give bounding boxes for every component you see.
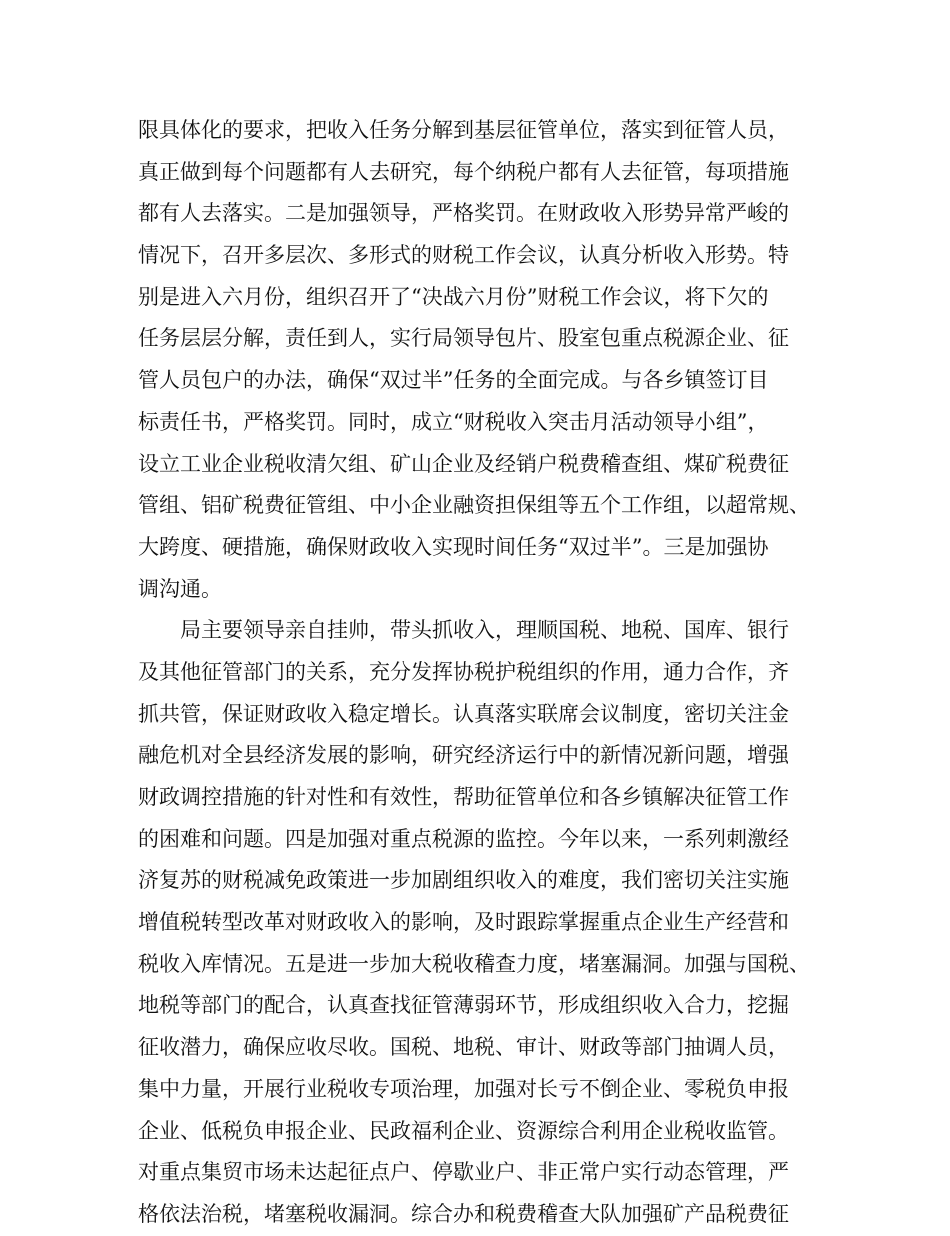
text-line: 对重点集贸市场未达起征点户、停歇业户、非正常户实行动态管理，严: [138, 1160, 789, 1185]
text-line: 任务层层分解，责任到人，实行局领导包片、股室包重点税源企业、征: [138, 326, 789, 351]
text-line: 增值税转型改革对财政收入的影响，及时跟踪掌握重点企业生产经营和: [138, 910, 789, 935]
text-line: 的困难和问题。四是加强对重点税源的监控。今年以来，一系列刺激经: [138, 826, 789, 851]
text-line: 管组、铝矿税费征管组、中小企业融资担保组等五个工作组，以超常规、: [138, 493, 810, 518]
text-line: 都有人去落实。二是加强领导，严格奖罚。在财政收入形势异常严峻的: [138, 201, 789, 226]
text-line: 抓共管，保证财政收入稳定增长。认真落实联席会议制度，密切关注金: [138, 701, 789, 726]
text-line: 济复苏的财税减免政策进一步加剧组织收入的难度，我们密切关注实施: [138, 868, 789, 893]
text-line: 限具体化的要求，把收入任务分解到基层征管单位，落实到征管人员，: [138, 118, 789, 142]
text-line: 大跨度、硬措施，确保财政收入实现时间任务“双过半”。三是加强协: [138, 534, 769, 559]
text-line: 管人员包户的办法，确保“双过半”任务的全面完成。与各乡镇签订目: [138, 368, 769, 393]
text-line: 设立工业企业税收清欠组、矿山企业及经销户税费稽查组、煤矿税费征: [138, 451, 789, 476]
text-line: 地税等部门的配合，认真查找征管薄弱环节，形成组织收入合力，挖掘: [138, 993, 789, 1018]
text-line: 格依法治税，堵塞税收漏洞。综合办和税费稽查大队加强矿产品税费征: [138, 1201, 789, 1226]
text-line: 真正做到每个问题都有人去研究，每个纳税户都有人去征管，每项措施: [138, 159, 789, 184]
body-text: [138, 110, 828, 1236]
text-line: 税收入库情况。五是进一步加大税收稽查力度，堵塞漏洞。加强与国税、: [138, 951, 810, 976]
text-line: 调沟通。: [138, 576, 222, 601]
text-line: 征收潜力，确保应收尽收。国税、地税、审计、财政等部门抽调人员，: [138, 1035, 789, 1060]
text-line: 融危机对全县经济发展的影响，研究经济运行中的新情况新问题，增强: [138, 743, 789, 768]
text-line: 情况下，召开多层次、多形式的财税工作会议，认真分析收入形势。特: [138, 243, 789, 268]
text-line: 及其他征管部门的关系，充分发挥协税护税组织的作用，通力合作，齐: [138, 659, 789, 684]
text-line: 别是进入六月份，组织召开了“决战六月份”财税工作会议，将下欠的: [138, 284, 769, 309]
text-line: 集中力量，开展行业税收专项治理，加强对长亏不倒企业、零税负申报: [138, 1076, 789, 1101]
text-line: 财政调控措施的针对性和有效性，帮助征管单位和各乡镇解决征管工作: [138, 785, 789, 809]
text-line: 局主要领导亲自挂帅，带头抓收入，理顺国税、地税、国库、银行: [180, 618, 789, 643]
text-line: 标责任书，严格奖罚。同时，成立“财税收入突击月活动领导小组”，: [138, 409, 769, 434]
text-line: 企业、低税负申报企业、民政福利企业、资源综合利用企业税收监管。: [138, 1118, 789, 1143]
